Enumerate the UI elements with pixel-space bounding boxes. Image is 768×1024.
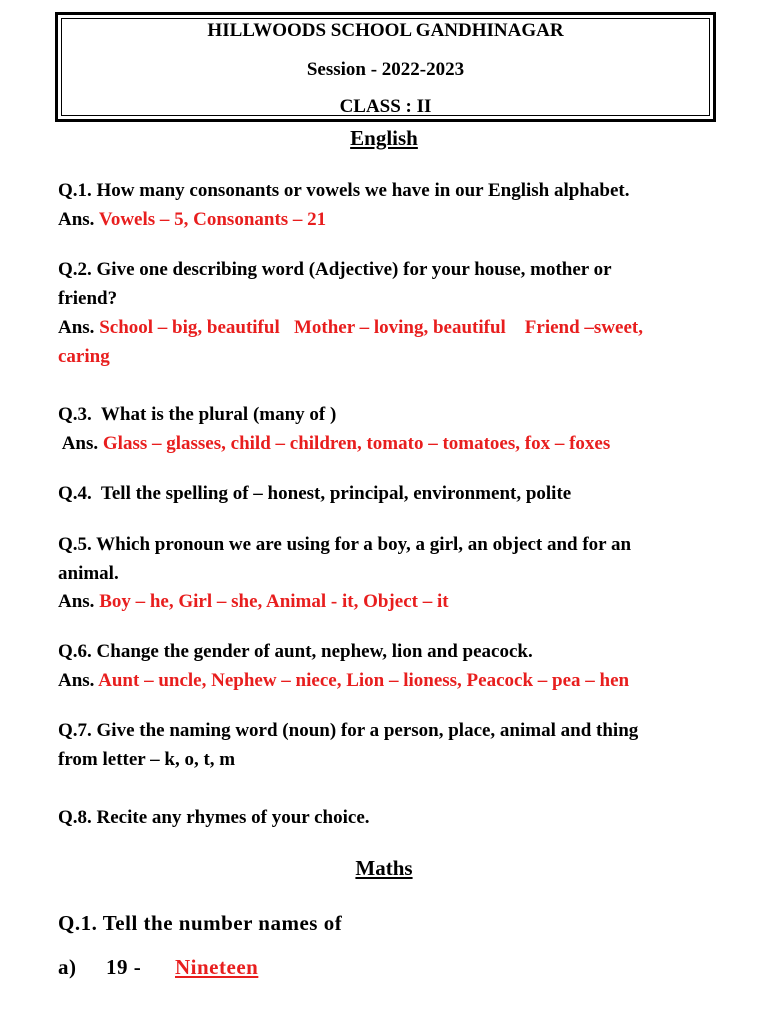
- answer-text: Boy – he, Girl – she, Animal - it, Object – it: [99, 591, 449, 612]
- english-q2-line1: Q.2. Give one describing word (Adjective) for your house, mother or: [58, 259, 612, 280]
- school-name: HILLWOODS SCHOOL GANDHINAGAR: [207, 20, 564, 41]
- english-heading: English: [350, 126, 418, 150]
- english-q6: Q.6. Change the gender of aunt, nephew, lion and peacock.: [58, 641, 533, 662]
- ans-label: Ans.: [58, 591, 100, 612]
- answer-text: Aunt – uncle, Nephew – niece, Lion – lioness, Peacock – pea – hen: [98, 670, 630, 691]
- maths-item-a-answer: Nineteen: [175, 955, 259, 979]
- class-label: CLASS : II: [339, 96, 432, 117]
- answer-text: Vowels – 5, Consonants – 21: [98, 209, 327, 230]
- english-q5-line2: animal.: [58, 563, 119, 584]
- english-q6-answer: [58, 670, 629, 692]
- maths-q1: Q.1. Tell the number names of: [58, 911, 343, 935]
- session: Session - 2022-2023: [306, 59, 465, 80]
- maths-item-a-number: 19 -: [106, 955, 142, 979]
- header-box: [55, 12, 716, 122]
- english-q1-answer: [58, 209, 326, 231]
- english-q5-line1: Q.5. Which pronoun we are using for a boy, a girl, an object and for an: [58, 534, 632, 555]
- english-q3-answer: [58, 433, 610, 455]
- maths-heading: Maths: [355, 856, 413, 880]
- english-q3: Q.3. What is the plural (many of ): [58, 404, 337, 425]
- english-q2-line2: friend?: [58, 288, 118, 309]
- maths-item-a-label: a): [58, 955, 77, 979]
- ans-label: Ans.: [58, 209, 99, 230]
- english-q8: Q.8. Recite any rhymes of your choice.: [58, 807, 370, 828]
- english-q1: Q.1. How many consonants or vowels we have in our English alphabet.: [58, 180, 630, 201]
- ans-label: Ans.: [58, 433, 103, 454]
- english-q5-answer: [58, 591, 449, 613]
- english-q2-answer-line2: caring: [58, 346, 110, 367]
- answer-text: School – big, beautiful Mother – loving, beautiful Friend –sweet,: [99, 317, 643, 338]
- answer-text: Glass – glasses, child – children, tomato – tomatoes, fox – foxes: [102, 433, 611, 454]
- ans-label: Ans.: [58, 317, 100, 338]
- english-q7-line1: Q.7. Give the naming word (noun) for a person, place, animal and thing: [58, 720, 639, 741]
- english-q7-line2: from letter – k, o, t, m: [58, 749, 236, 770]
- english-q4: Q.4. Tell the spelling of – honest, principal, environment, polite: [58, 483, 572, 504]
- ans-label: Ans.: [58, 670, 99, 691]
- english-q2-answer: [58, 317, 643, 339]
